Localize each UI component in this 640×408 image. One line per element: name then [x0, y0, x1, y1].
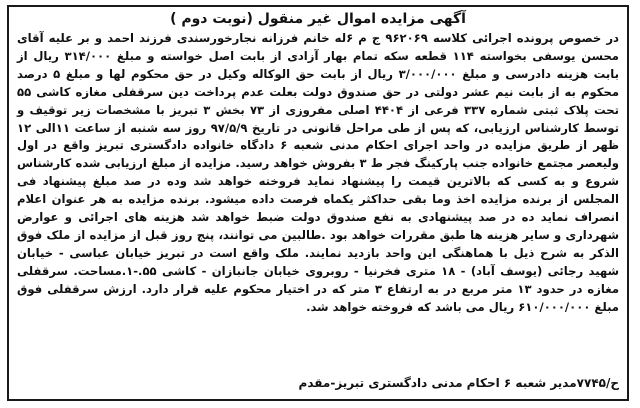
notice-body: در خصوص پرونده اجرائی کلاسه ۹۶۲۰۶۹ ج م ۶له خانم فرزانه نجارخورسندی فرزند احمد و بر علیه آقای محسن یوسفی بخواسته ۱۱۴ قطعه سکه تمام بهار آزادی از بابت اصل خواسته و مبلغ ۳۱۴/۰۰۰ ریال از بابت هزینه دادرسی و مبلغ ۳/۰۰۰/۰۰۰ ریال از بابت حق الوکاله وکیل در حق محکوم لها و مبلغ ۵ درصد محکوم به از بابت نیم عشر دولتی در حق صندوق دولت بعلت عدم پرداخت دین سرقفلی مغازه کاشی ۵۵ تحت پلاک ثبتی شماره ۳۳۷ فرعی از ۴۴۰۴ اصلی مفروزی از ۷۳ بخش ۳ تبریز با مشخصات زیر توقیف و توسط کارشناس ارزیابی، که پس از طی مراحل قانونی در تاریخ ۹۷/۵/۹ روز سه شنبه از ساعت ۱۱الی ۱۲ ظهر از طریق مزایده در واحد اجرای احکام مدنی شعبه ۶ دادگاه خانواده دادگستری تبریز واقع در اول ولیعصر مجتمع خانواده جنب پارکینگ فجر ط ۳ بفروش خواهد رسید. مزایده از مبلغ ارزیابی شده کارشناس شروع و به کسی که بالاترین قیمت را پیشنهاد نماید فروخته خواهد شد وده در صد مبلغ پیشنهاد فی المجلس از برنده مزایده اخذ وما بقی حداکثر یکماه فرصت داده میشود. برنده مزایده به هر عنوان اعلام انصراف نماید ده در صد پیشنهادی به نفع صندوق دولت ضبط خواهد شد هزینه های اجرائی و عوارض شهرداری و سایر هزینه ها طبق مقررات خواهد بود .طالبین می توانند، پنج روز قبل از مزایده از ملک فوق الذکر به شرح ذیل با هماهنگی این واحد بازدید نمایند. ملک واقع است در تبریز خیابان عباسی - خیابان شهید رجائی (یوسف آباد) - ۱۸ متری فخرنیا - روبروی خیابان جانبازان - کاشی ۵۵.-۱.مساحت. سرقفلی مغازه در حدود ۱۳ متر مربع در به ارتفاع ۳ متر که در اختیار محکوم علیه قرار دارد. ارزش سرقفلی فوق مبلغ ۶۱۰/۰۰۰/۰۰۰ ریال می باشد که فروخته خواهد شد. [17, 31, 620, 314]
notice-title: آگهی مزایده اموال غیر منقول (نوبت دوم ) [170, 11, 466, 27]
legal-notice [7, 5, 629, 401]
notice-signature: ح/۷۷۴۵مدیر شعبه ۶ احکام مدنی دادگستری تبریز-مقدم [298, 376, 619, 390]
